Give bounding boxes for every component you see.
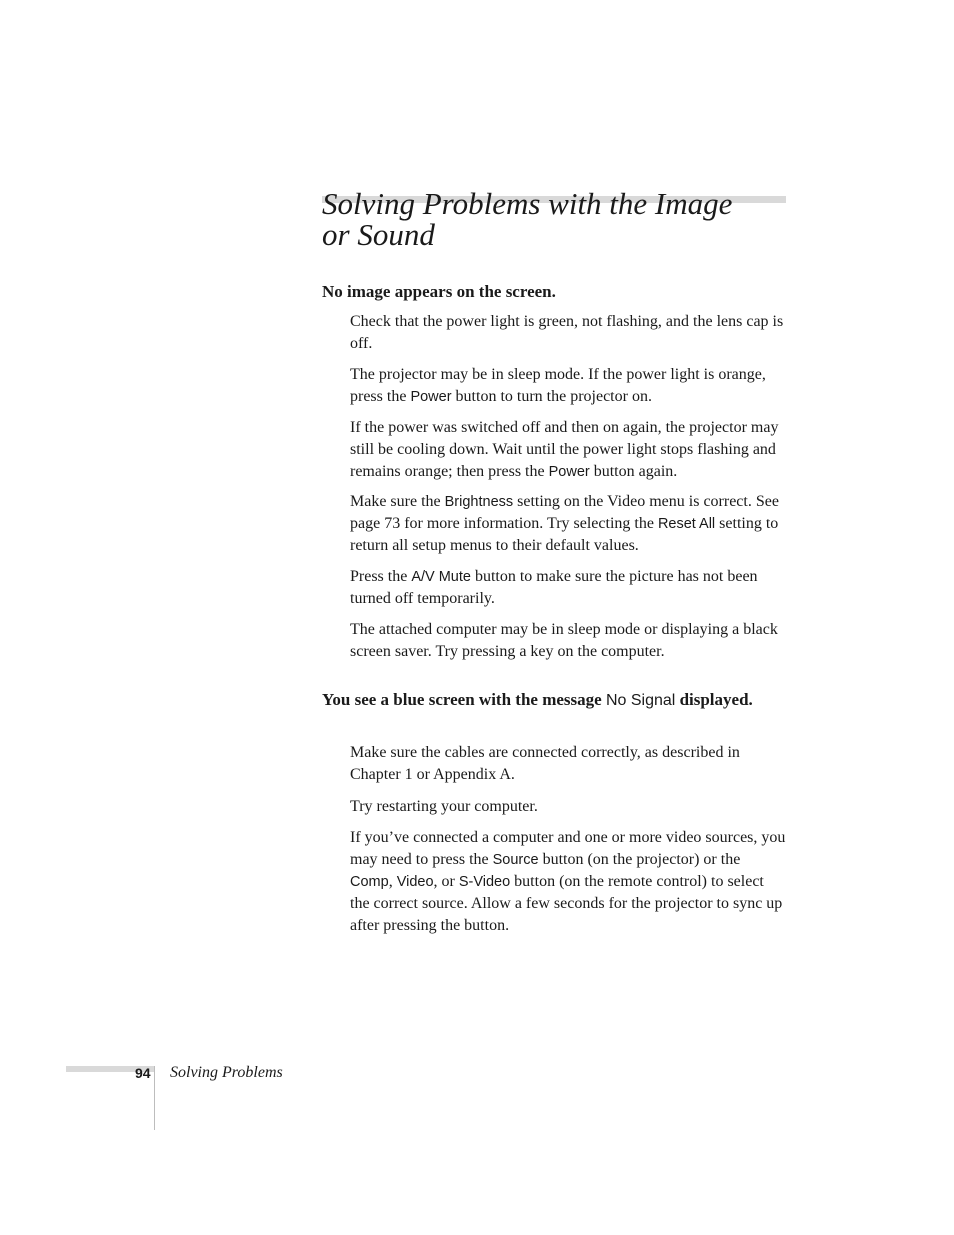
video-button-name: Video [396, 874, 434, 890]
paragraph: The projector may be in sleep mode. If the power light is orange, press the Power button to turn the projector on. [350, 366, 766, 405]
section-heading-blue-screen: You see a blue screen with the message No Signal displayed. [322, 690, 753, 709]
paragraph: Check that the power light is green, not flashing, and the lens cap is off. [350, 313, 784, 352]
source-button-name: Source [492, 852, 539, 868]
paragraph: Make sure the cables are connected correctly, as described in Chapter 1 or Appendix A. [350, 744, 740, 783]
reset-all-setting-name: Reset All [657, 516, 716, 532]
section-heading-no-image: No image appears on the screen. [322, 282, 556, 301]
s-video-button-name: S-Video [458, 874, 511, 890]
paragraph: Try restarting your computer. [350, 798, 538, 815]
footer-chapter-name: Solving Problems [170, 1064, 283, 1081]
no-signal-message: No Signal [605, 692, 676, 709]
paragraph: Press the A/V Mute button to make sure the picture has not been turned off temporarily. [350, 568, 758, 607]
paragraph: If you’ve connected a computer and one or more video sources, you may need to press the Source button (on the projector) or the Comp, Video, or S-Video button (on the remote control) to select the correct source. Allow a few seconds for the projector to sync up after pressing the button. [350, 829, 786, 934]
power-button-name: Power [410, 389, 452, 405]
av-mute-button-name: A/V Mute [411, 569, 471, 585]
paragraph: The attached computer may be in sleep mode or displaying a black screen saver. Try pressing a key on the computer. [350, 621, 778, 660]
page-title: Solving Problems with the Image or Sound [322, 186, 733, 252]
paragraph: If the power was switched off and then on again, the projector may still be cooling down. Wait until the power light stops flashing and remains orange; then press the Power button again. [350, 419, 779, 480]
brightness-setting-name: Brightness [444, 494, 514, 510]
paragraph: Make sure the Brightness setting on the Video menu is correct. See page 73 for more information. Try selecting the Reset All setting to return all setup menus to their default values. [350, 493, 779, 554]
power-button-name: Power [548, 464, 590, 480]
comp-button-name: Comp [350, 874, 389, 890]
footer-vertical-rule [154, 1066, 155, 1130]
page-number: 94 [135, 1065, 151, 1081]
